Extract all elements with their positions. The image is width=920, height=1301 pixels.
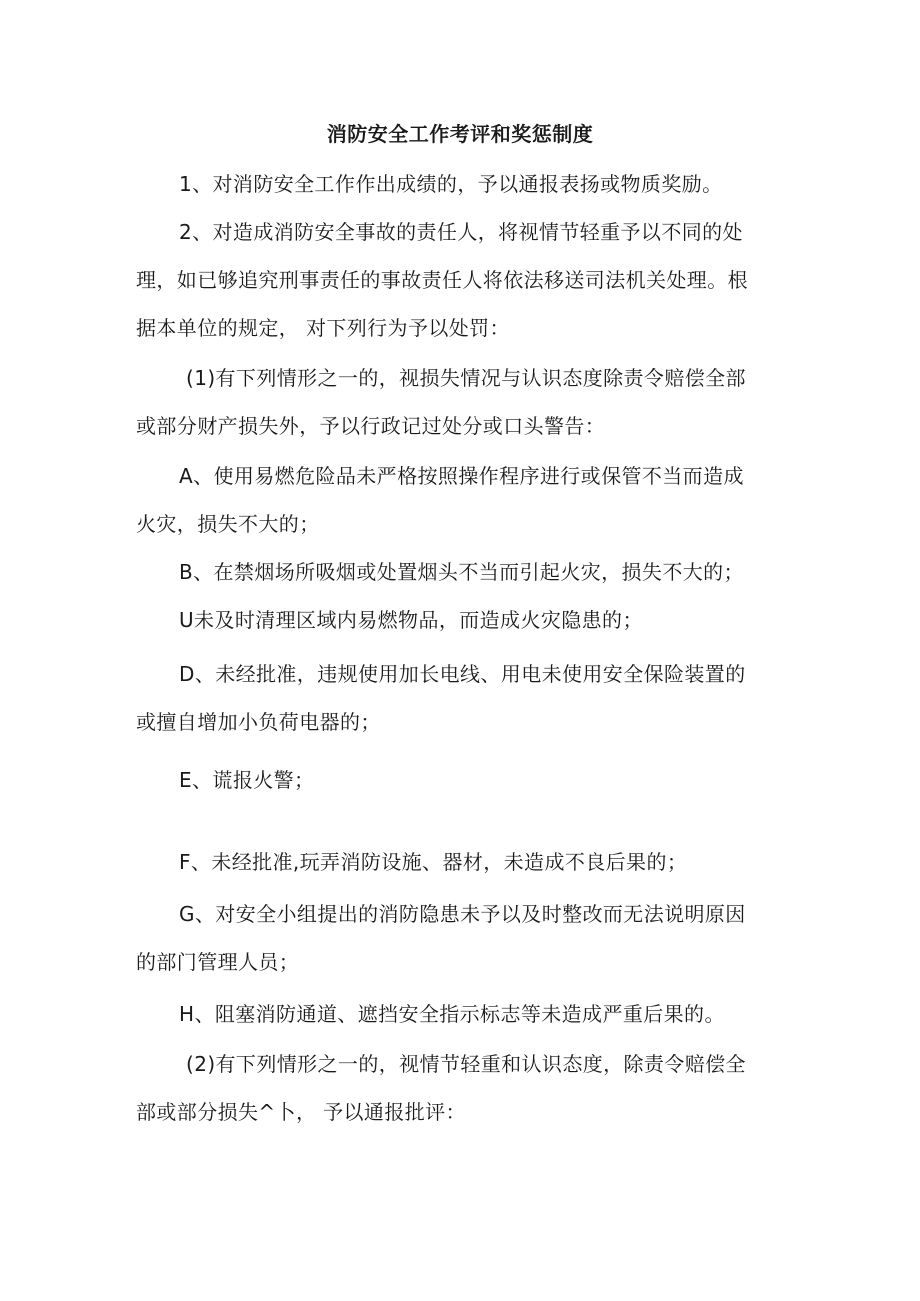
paragraph-line-15: G、对安全小组提出的消防隐患未予以及时整改而无法说明原因 xyxy=(179,902,746,926)
paragraph-line-4: 据本单位的规定， 对下列行为予以处罚： xyxy=(136,316,510,340)
paragraph-line-14: F、未经批准,玩弄消防设施、器材，未造成不良后果的； xyxy=(179,850,688,874)
paragraph-line-13: E、谎报火警； xyxy=(179,768,315,792)
paragraph-line-17: H、阻塞消防通道、遮挡安全指示标志等未造成严重后果的。 xyxy=(179,1002,725,1026)
paragraph-line-16: 的部门管理人员； xyxy=(136,950,300,974)
paragraph-line-19: 部或部分损失^卜， 予以通报批评： xyxy=(136,1100,466,1124)
paragraph-line-2: 2、对造成消防安全事故的责任人，将视情节轻重予以不同的处 xyxy=(179,220,743,244)
paragraph-line-18: (2)有下列情形之一的，视情节轻重和认识态度，除责令赔偿全 xyxy=(186,1052,746,1076)
paragraph-line-11: D、未经批准，违规使用加长电线、用电未使用安全保险装置的 xyxy=(179,662,746,686)
paragraph-line-12: 或擅自增加小负荷电器的； xyxy=(136,710,381,734)
paragraph-line-1: 1、对消防安全工作作出成绩的，予以通报表扬或物质奖励。 xyxy=(179,172,723,196)
paragraph-line-3: 理，如已够追究刑事责任的事故责任人将依法移送司法机关处理。根 xyxy=(136,268,748,292)
paragraph-line-9: B、在禁烟场所吸烟或处置烟头不当而引起火灾，损失不大的； xyxy=(179,560,744,584)
paragraph-line-8: 火灾，损失不大的； xyxy=(136,512,320,536)
document-title: 消防安全工作考评和奖惩制度 xyxy=(326,122,594,146)
paragraph-line-6: 或部分财产损失外，予以行政记过处分或口头警告： xyxy=(136,414,606,438)
paragraph-line-5: (1)有下列情形之一的，视损失情况与认识态度除责令赔偿全部 xyxy=(186,366,746,390)
paragraph-line-7: A、使用易燃危险品未严格按照操作程序进行或保管不当而造成 xyxy=(179,464,744,488)
paragraph-line-10: U未及时清理区域内易燃物品，而造成火灾隐患的； xyxy=(179,608,643,632)
